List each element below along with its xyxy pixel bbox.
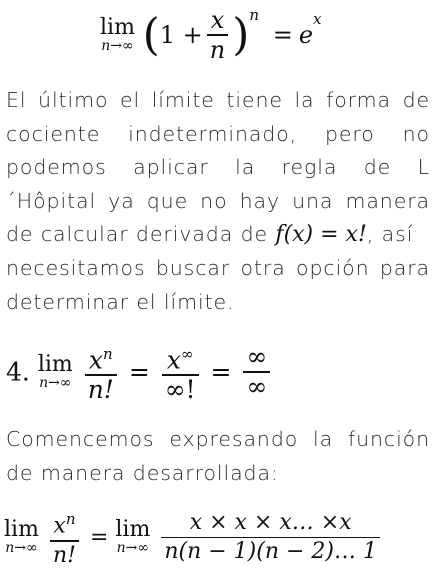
fraction-inf-over-inf: $\frac{\infty}{\infty}$ bbox=[243, 343, 270, 401]
equals-sign: = bbox=[272, 20, 293, 49]
limit-operator: lim n→∞ bbox=[115, 517, 151, 557]
item-number: 4. bbox=[6, 357, 30, 387]
text-line: de manera desarrollada: bbox=[6, 460, 279, 485]
rhs-base: e bbox=[298, 20, 314, 49]
limit-operator: lim n→∞ bbox=[37, 351, 73, 391]
formula-expanded-limit bbox=[4, 505, 384, 570]
fraction-xn-over-nfact: $\frac{x^n}{n!}$ bbox=[50, 505, 79, 570]
text-line: necesitamos buscar otra opción para bbox=[6, 255, 430, 280]
exponent-n: n bbox=[249, 6, 260, 25]
fraction-expanded-product: $\frac{x \times x \times x\dots \times x}{n(n - 1)(n - 2)\dots 1}$ bbox=[161, 509, 380, 567]
formula-limit-e bbox=[100, 6, 322, 64]
one-plus: 1 + bbox=[159, 20, 203, 49]
text-line: determinar el límite. bbox=[6, 289, 235, 314]
equals-sign: = bbox=[89, 524, 109, 550]
text-line: El último el límite tiene la forma de bbox=[6, 88, 430, 112]
fraction-xinf-over-inffact: $\frac{x^\infty}{\infty!}$ bbox=[162, 340, 199, 404]
inline-formula-factorial: f(x) = x! bbox=[275, 222, 367, 248]
text-line-with-math: de calcular derivada de f(x) = x!, así bbox=[6, 222, 414, 248]
fraction-xn-over-nfact: $\frac{x^n}{n!}$ bbox=[85, 340, 117, 404]
paragraph-explanation bbox=[6, 84, 430, 319]
equals-sign: = bbox=[210, 357, 232, 387]
fraction-x-over-n: $\frac{x}{n}$ bbox=[207, 6, 228, 64]
text-line: podemos aplicar la regla de L bbox=[6, 155, 430, 180]
close-paren: ) bbox=[232, 9, 250, 61]
rhs-exponent: x bbox=[313, 10, 322, 29]
formula-item-4 bbox=[6, 340, 274, 404]
equals-sign: = bbox=[128, 357, 150, 387]
text-line: cociente indeterminado, pero no bbox=[6, 121, 430, 146]
open-paren: ( bbox=[142, 9, 160, 61]
paragraph-expansion-intro bbox=[6, 423, 430, 490]
text-line: ´Hôpital ya que no hay una manera bbox=[6, 188, 430, 213]
limit-operator: lim n→∞ bbox=[4, 517, 39, 557]
limit-operator: lim n→∞ bbox=[100, 14, 135, 54]
text-line: Comencemos expresando la función bbox=[6, 427, 430, 451]
